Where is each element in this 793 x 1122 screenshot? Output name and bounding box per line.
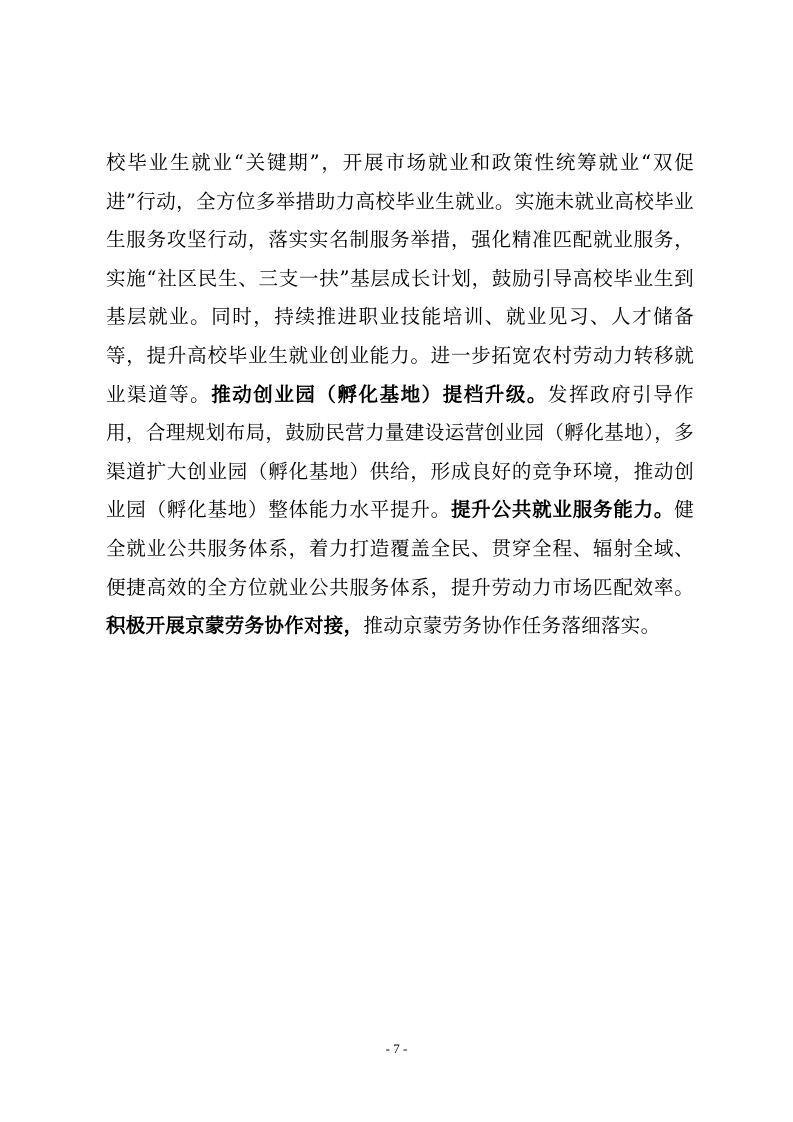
page-number: - 7 - [385,1041,408,1056]
paragraph-text-segment: 推动京蒙劳务协作任务落细落实。 [363,614,661,638]
bold-heading-public-service: 提升公共就业服务能力。 [450,498,675,522]
paragraph-text-segment: 发挥政府引导作用，合理规划布局，鼓励民营力量建设运营创业园（孵化基地），多渠道扩大创业园（孵化基地）供给，形成良好的竞争环境，推动创业园（孵化基地）整体能力水平提升。 [106,382,694,522]
paragraph-text-segment: 校毕业生就业“关键期”，开展市场就业和政策性统筹就业“双促进”行动，全方位多举措助力高校毕业生就业。实施未就业高校毕业生服务攻坚行动，落实实名制服务举措，强化精准匹配就业服务，实施“社区民生、三支一扶”基层成长计划，鼓励引导高校毕业生到基层就业。同时，持续推进职业技能培训、就业见习、人才储备等，提升高校毕业生就业创业能力。进一步拓宽农村劳动力转移就业渠道等。 [106,151,694,406]
paragraph-text-segment: 健全就业公共服务体系，着力打造覆盖全民、贯穿全程、辐射全域、便捷高效的全方位就业公共服务体系，提升劳动力市场匹配效率。 [106,498,694,599]
bold-heading-creation-park: 推动创业园（孵化基地）提档升级。 [211,382,548,406]
bold-heading-labor-cooperation: 积极开展京蒙劳务协作对接， [106,614,364,638]
body-paragraph [106,144,694,646]
